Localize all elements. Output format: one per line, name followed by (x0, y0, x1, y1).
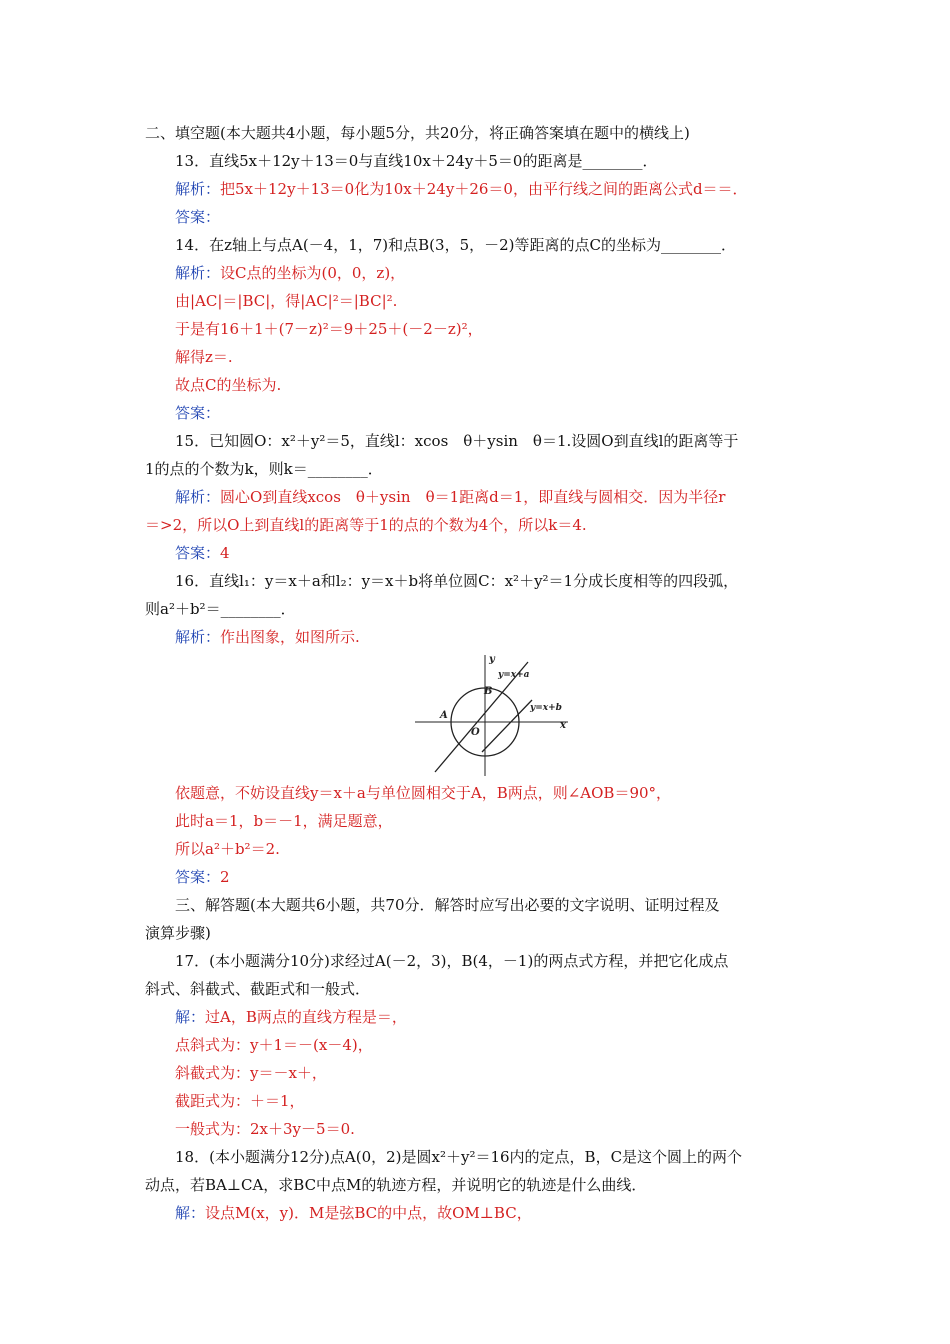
label-A: A (440, 710, 448, 721)
label-O: O (471, 727, 480, 738)
analysis-14-step: 由|AC|＝|BC|，得|AC|²＝|BC|². (175, 292, 398, 310)
label-line-b: y=x+b (530, 703, 562, 713)
answer-15 (175, 543, 230, 563)
solution-18 (175, 1203, 532, 1223)
analysis-label: 解析： (175, 180, 221, 198)
answer-label: 答案： (175, 868, 221, 886)
section-heading-fill-blank: 二、填空题(本大题共4小题，每小题5分，共20分，将正确答案填在题中的横线上) (145, 124, 690, 142)
answer-14-label: 答案： (175, 404, 221, 422)
question-16-cont: 则a²＋b²＝________． (145, 600, 296, 618)
analysis-text: 设C点的坐标为(0，0，z)， (220, 264, 406, 282)
solution-label: 解： (175, 1204, 206, 1222)
answer-value: 4 (220, 544, 230, 562)
solution-17-step: 一般式为：2x＋3y－5＝0. (175, 1120, 355, 1138)
question-17-cont: 斜式、斜截式、截距式和一般式． (145, 980, 371, 998)
analysis-14 (175, 263, 405, 283)
answer-16 (175, 867, 230, 887)
analysis-16-step: 依题意，不妨设直线y＝x＋a与单位圆相交于A，B两点，则∠AOB＝90°， (175, 784, 672, 802)
analysis-text: 把5x＋12y＋13＝0化为10x＋24y＋26＝0，由平行线之间的距离公式d＝＝． (220, 180, 748, 198)
analysis-14-step: 于是有16＋1＋(7－z)²＝9＋25＋(－2－z)²， (175, 320, 483, 338)
question-18-cont: 动点，若BA⊥CA，求BC中点M的轨迹方程，并说明它的轨迹是什么曲线． (145, 1176, 647, 1194)
analysis-16-step: 此时a＝1，b＝－1，满足题意， (175, 812, 393, 830)
label-x: x (560, 720, 566, 731)
answer-13-label: 答案： (175, 208, 221, 226)
analysis-15-cont: ＝>2，所以O上到直线l的距离等于1的点的个数为4个，所以k＝4. (145, 516, 587, 534)
question-18: 18．(本小题满分12分)点A(0，2)是圆x²＋y²＝16内的定点，B，C是这个圆上的两个 (175, 1148, 743, 1166)
analysis-15 (175, 487, 725, 507)
solution-17-step: 斜截式为：y＝－x＋， (175, 1064, 327, 1082)
solution-text: 设点M(x，y)．M是弦BC的中点，故OM⊥BC， (205, 1204, 532, 1222)
analysis-label: 解析： (175, 264, 221, 282)
question-15: 15．已知圆O：x²＋y²＝5，直线l：xcos θ＋ysin θ＝1.设圆O到直线l的距离等于 (175, 432, 739, 450)
solution-17 (175, 1007, 407, 1027)
unit-circle-figure (410, 652, 575, 777)
analysis-14-step: 解得z＝. (175, 348, 233, 366)
question-14: 14．在z轴上与点A(－4，1，7)和点B(3，5，－2)等距离的点C的坐标为________． (175, 236, 736, 254)
solution-text: 过A，B两点的直线方程是＝， (205, 1008, 407, 1026)
section-heading-solve-cont: 演算步骤) (145, 924, 211, 942)
analysis-14-step: 故点C的坐标为. (175, 376, 282, 394)
question-15-cont: 1的点的个数为k，则k＝________． (145, 460, 383, 478)
analysis-13 (175, 179, 748, 199)
section-heading-solve: 三、解答题(本大题共6小题，共70分．解答时应写出必要的文字说明、证明过程及 (175, 896, 720, 914)
question-16: 16．直线l₁：y＝x＋a和l₂：y＝x＋b将单位圆C：x²＋y²＝1分成长度相等的四段弧， (175, 572, 739, 590)
answer-value: 2 (220, 868, 230, 886)
analysis-label: 解析： (175, 628, 221, 646)
solution-17-step: 点斜式为：y＋1＝－(x－4)， (175, 1036, 373, 1054)
analysis-text: 圆心O到直线xcos θ＋ysin θ＝1距离d＝1，即直线与圆相交．因为半径r (220, 488, 726, 506)
analysis-label: 解析： (175, 488, 221, 506)
question-13: 13．直线5x＋12y＋13＝0与直线10x＋24y＋5＝0的距离是________． (175, 152, 658, 170)
analysis-text: 作出图象，如图所示. (220, 628, 360, 646)
question-17: 17．(本小题满分10分)求经过A(－2，3)，B(4，－1)的两点式方程，并把它化成点 (175, 952, 729, 970)
solution-label: 解： (175, 1008, 206, 1026)
analysis-16 (175, 627, 360, 647)
label-B: B (484, 686, 493, 697)
label-y: y (489, 654, 495, 665)
solution-17-step: 截距式为：＋＝1， (175, 1092, 305, 1110)
label-line-a: y=x+a (498, 670, 530, 680)
answer-label: 答案： (175, 544, 221, 562)
analysis-16-step: 所以a²＋b²＝2. (175, 840, 280, 858)
